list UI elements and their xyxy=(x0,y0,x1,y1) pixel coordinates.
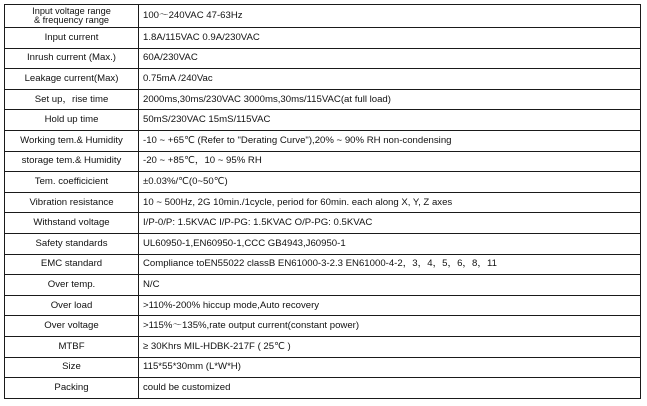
row-label-size: Size xyxy=(5,357,139,378)
table-row xyxy=(5,357,641,378)
row-label-packing: Packing xyxy=(5,378,139,399)
row-label-vibration-resistance: Vibration resistance xyxy=(5,192,139,213)
row-label-setup-rise-time: Set up，rise time xyxy=(5,89,139,110)
specification-table xyxy=(4,4,641,399)
label-line: & frequency range xyxy=(33,15,110,25)
row-value-hold-up-time: 50mS/230VAC 15mS/115VAC xyxy=(139,110,641,131)
row-value-packing: could be customized xyxy=(139,378,641,399)
row-value-leakage-current: 0.75mA /240Vac xyxy=(139,69,641,90)
table-row xyxy=(5,316,641,337)
row-label-working-temp-humidity: Working tem.& Humidity xyxy=(5,130,139,151)
row-value-storage-temp-humidity: -20 ~ +85℃，10 ~ 95% RH xyxy=(139,151,641,172)
row-value-mtbf: ≥ 30Khrs MIL-HDBK-217F ( 25℃ ) xyxy=(139,336,641,357)
table-row xyxy=(5,5,641,28)
row-label-leakage-current: Leakage current(Max) xyxy=(5,69,139,90)
table-row xyxy=(5,151,641,172)
table-row xyxy=(5,48,641,69)
row-label-mtbf: MTBF xyxy=(5,336,139,357)
table-row xyxy=(5,213,641,234)
row-label-over-load: Over load xyxy=(5,295,139,316)
row-label-input-voltage xyxy=(5,5,139,28)
row-label-input-current: Input current xyxy=(5,28,139,49)
label-line: Input voltage range xyxy=(32,5,111,16)
row-value-size: 115*55*30mm (L*W*H) xyxy=(139,357,641,378)
spec-sheet xyxy=(4,4,640,400)
table-row xyxy=(5,69,641,90)
row-label-temp-coefficient: Tem. coefficicient xyxy=(5,172,139,193)
row-value-setup-rise-time: 2000ms,30ms/230VAC 3000ms,30ms/115VAC(at full load) xyxy=(139,89,641,110)
row-value-vibration-resistance: 10 ~ 500Hz, 2G 10min./1cycle, period for 60min. each along X, Y, Z axes xyxy=(139,192,641,213)
table-row xyxy=(5,110,641,131)
row-value-input-voltage: 100～240VAC 47-63Hz xyxy=(139,5,641,28)
row-value-safety-standards: UL60950-1,EN60950-1,CCC GB4943,J60950-1 xyxy=(139,233,641,254)
table-row xyxy=(5,172,641,193)
table-row xyxy=(5,295,641,316)
row-value-withstand-voltage: I/P-0/P: 1.5KVAC I/P-PG: 1.5KVAC O/P-PG: 0.5KVAC xyxy=(139,213,641,234)
table-row xyxy=(5,336,641,357)
row-value-over-voltage: >115%～135%,rate output current(constant power) xyxy=(139,316,641,337)
table-row xyxy=(5,28,641,49)
table-row xyxy=(5,192,641,213)
row-value-working-temp-humidity: -10 ~ +65℃ (Refer to "Derating Curve"),20% ~ 90% RH non-condensing xyxy=(139,130,641,151)
row-label-safety-standards: Safety standards xyxy=(5,233,139,254)
row-label-withstand-voltage: Withstand voltage xyxy=(5,213,139,234)
row-value-inrush-current: 60A/230VAC xyxy=(139,48,641,69)
table-row xyxy=(5,89,641,110)
row-label-emc-standard: EMC standard xyxy=(5,254,139,275)
table-row xyxy=(5,254,641,275)
row-value-emc-standard: Compliance toEN55022 classB EN61000-3-2.3 EN61000-4-2，3，4，5，6，8，11 xyxy=(139,254,641,275)
row-label-over-temp: Over temp. xyxy=(5,275,139,296)
row-value-temp-coefficient: ±0.03%/℃(0~50℃) xyxy=(139,172,641,193)
table-row xyxy=(5,233,641,254)
table-row xyxy=(5,130,641,151)
row-label-hold-up-time: Hold up time xyxy=(5,110,139,131)
row-label-inrush-current: Inrush current (Max.) xyxy=(5,48,139,69)
row-label-over-voltage: Over voltage xyxy=(5,316,139,337)
table-row xyxy=(5,275,641,296)
row-value-input-current: 1.8A/115VAC 0.9A/230VAC xyxy=(139,28,641,49)
row-label-storage-temp-humidity: storage tem.& Humidity xyxy=(5,151,139,172)
row-value-over-load: >110%-200% hiccup mode,Auto recovery xyxy=(139,295,641,316)
row-value-over-temp: N/C xyxy=(139,275,641,296)
table-row xyxy=(5,378,641,399)
